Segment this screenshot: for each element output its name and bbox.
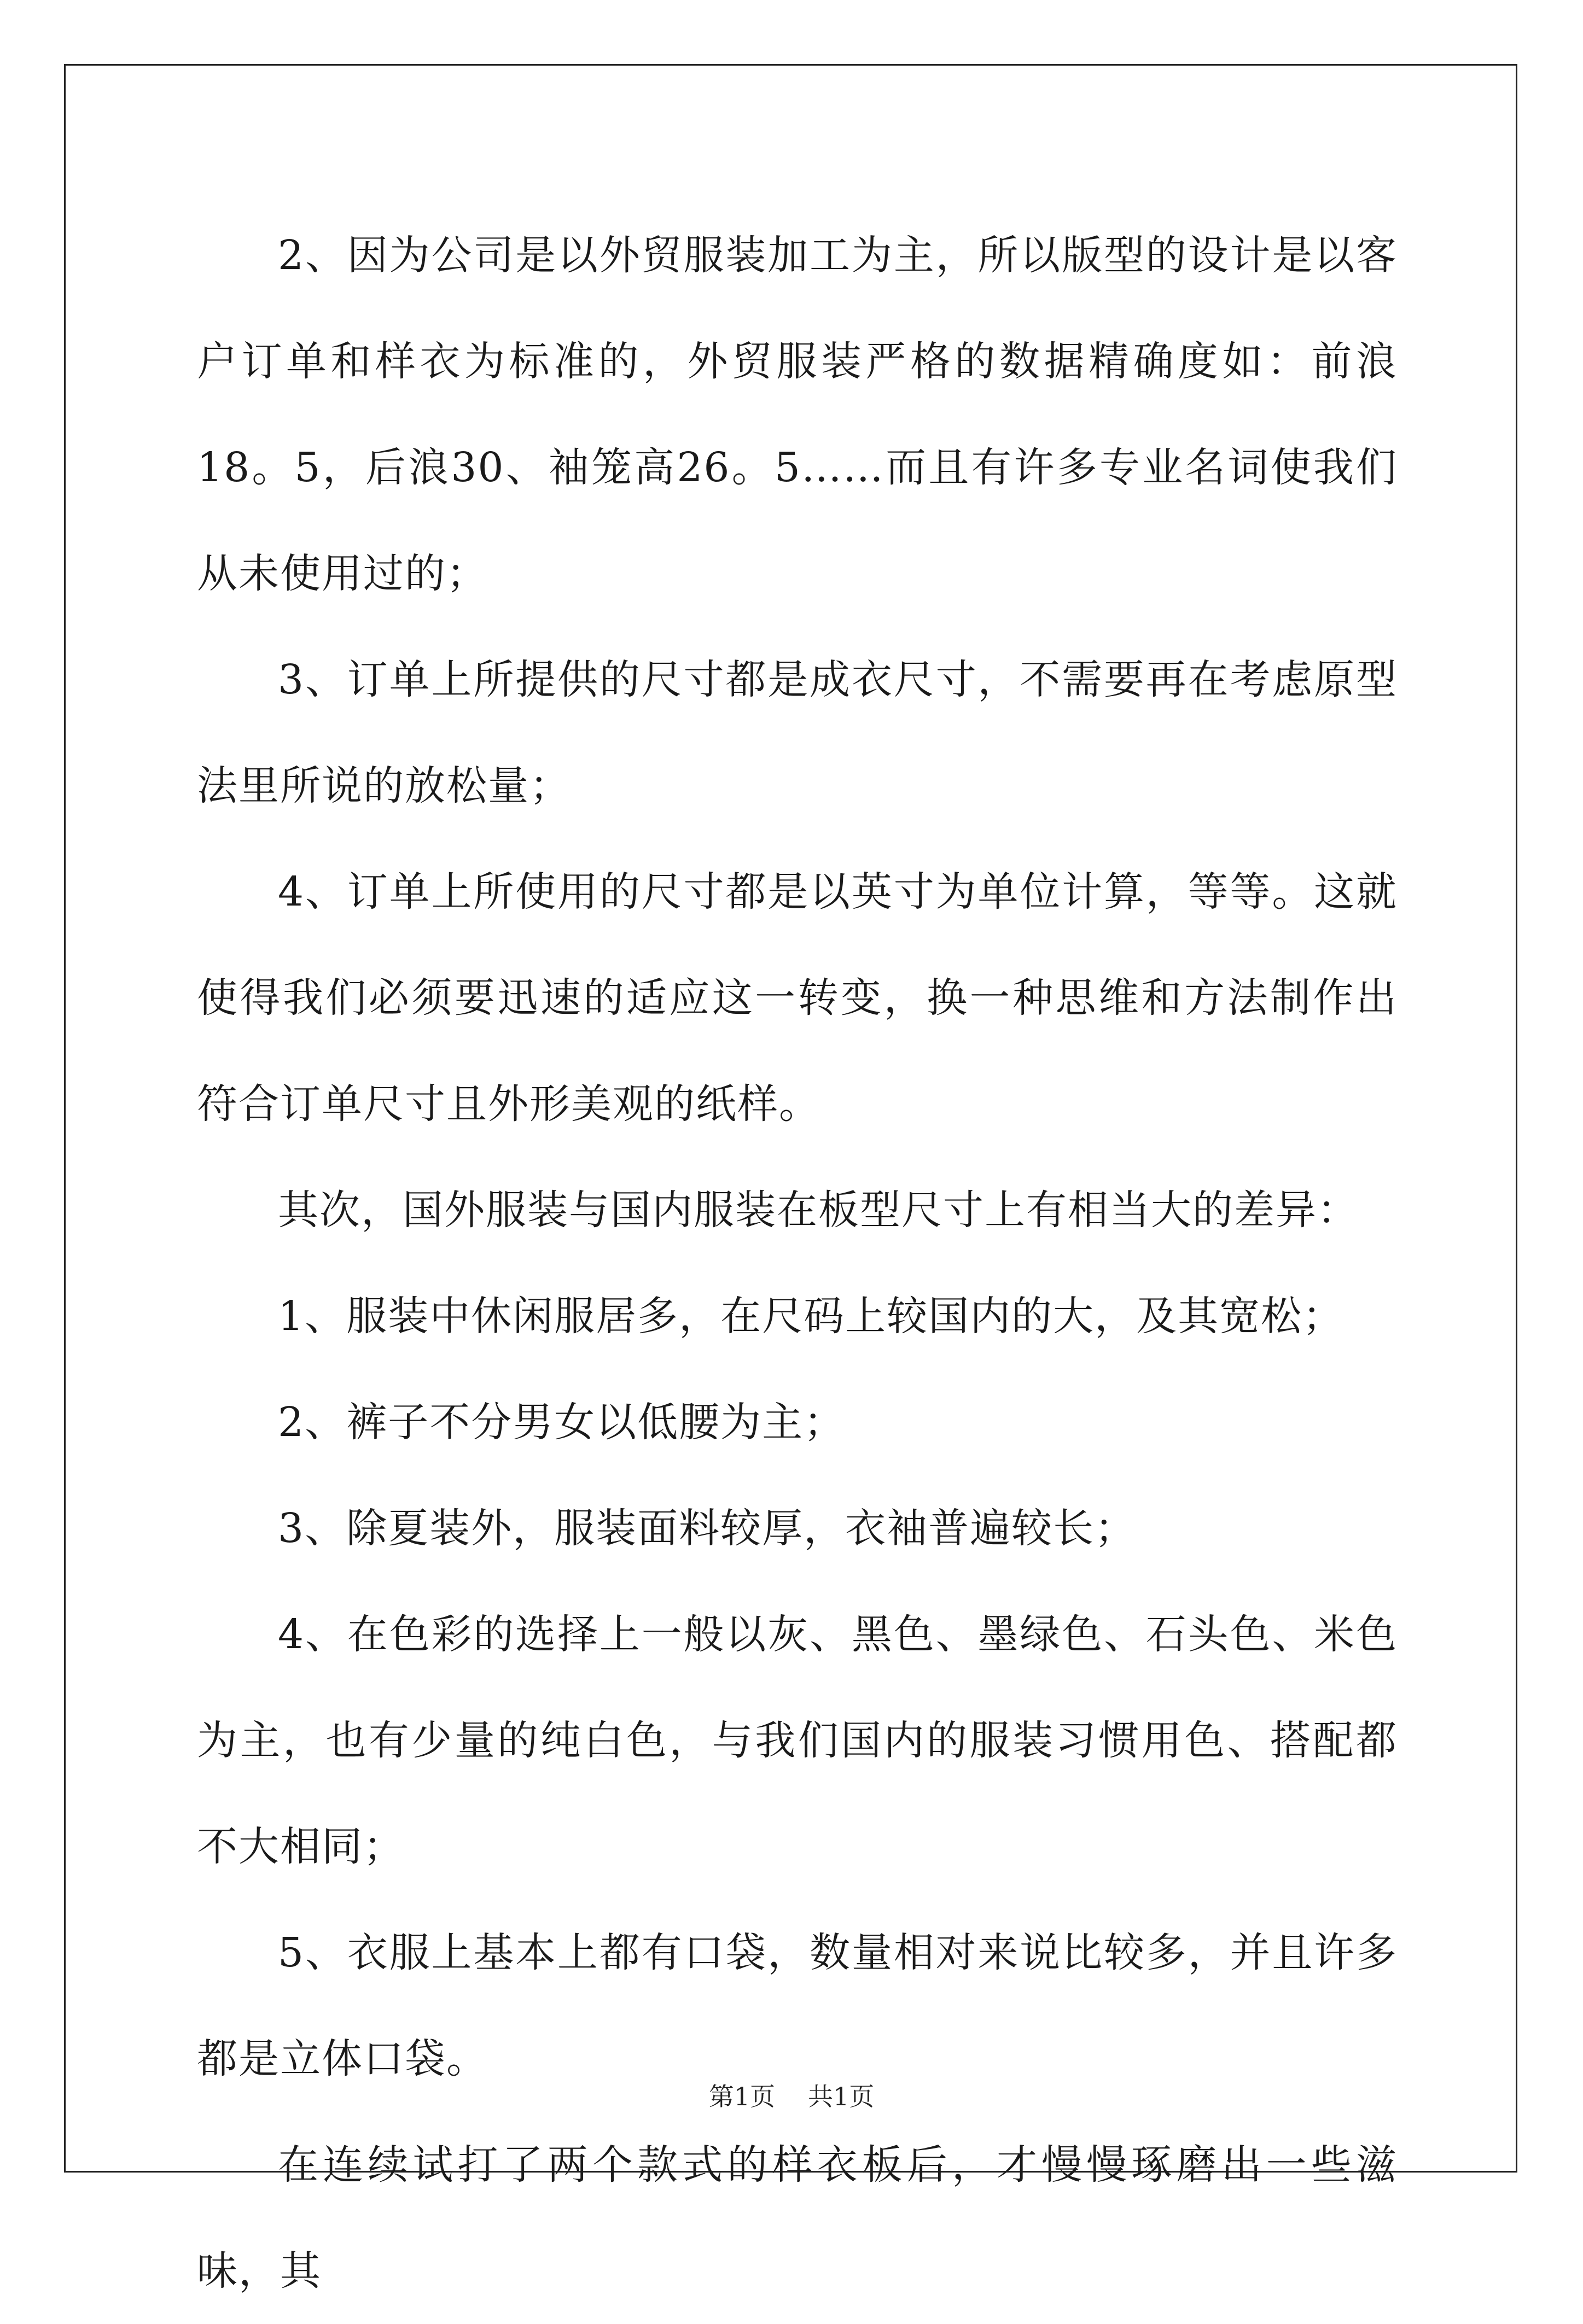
- paragraph: 3、除夏装外，服装面料较厚，衣袖普遍较长；: [278, 1505, 1137, 1552]
- paragraph: 3、订单上所提供的尺寸都是成衣尺寸，不需要再在考虑原型法里所说的放松量；: [197, 656, 1398, 809]
- page-number: 第1页: [708, 2082, 775, 2111]
- paragraph: 1、服装中休闲服居多，在尺码上较国内的大，及其宽松；: [278, 1293, 1345, 1340]
- page-footer: [0, 2077, 1583, 2113]
- paragraph: 5、衣服上基本上都有口袋，数量相对来说比较多，并且许多都是立体口袋。: [197, 1929, 1398, 2082]
- paragraph: 其次，国外服装与国内服装在板型尺寸上有相当大的差异：: [278, 1187, 1359, 1234]
- paragraph: 在连续试打了两个款式的样衣板后，才慢慢琢磨出一些滋味，其: [197, 2141, 1398, 2294]
- paragraph: 2、因为公司是以外贸服装加工为主，所以版型的设计是以客户订单和样衣为标准的，外贸服装严格的数据精确度如：前浪18。5，后浪30、袖笼高26。5……而且有许多专业名词使我们从未使用过的；: [197, 232, 1398, 597]
- paragraph: 2、裤子不分男女以低腰为主；: [278, 1399, 846, 1446]
- page-total: 共1页: [808, 2082, 875, 2111]
- paragraph: 4、在色彩的选择上一般以灰、黑色、墨绿色、石头色、米色为主，也有少量的纯白色，与我们国内的服装习惯用色、搭配都不大相同；: [197, 1611, 1398, 1870]
- document-body: [197, 202, 1398, 2324]
- paragraph: 4、订单上所使用的尺寸都是以英寸为单位计算，等等。这就使得我们必须要迅速的适应这一转变，换一种思维和方法制作出符合订单尺寸且外形美观的纸样。: [197, 868, 1398, 1128]
